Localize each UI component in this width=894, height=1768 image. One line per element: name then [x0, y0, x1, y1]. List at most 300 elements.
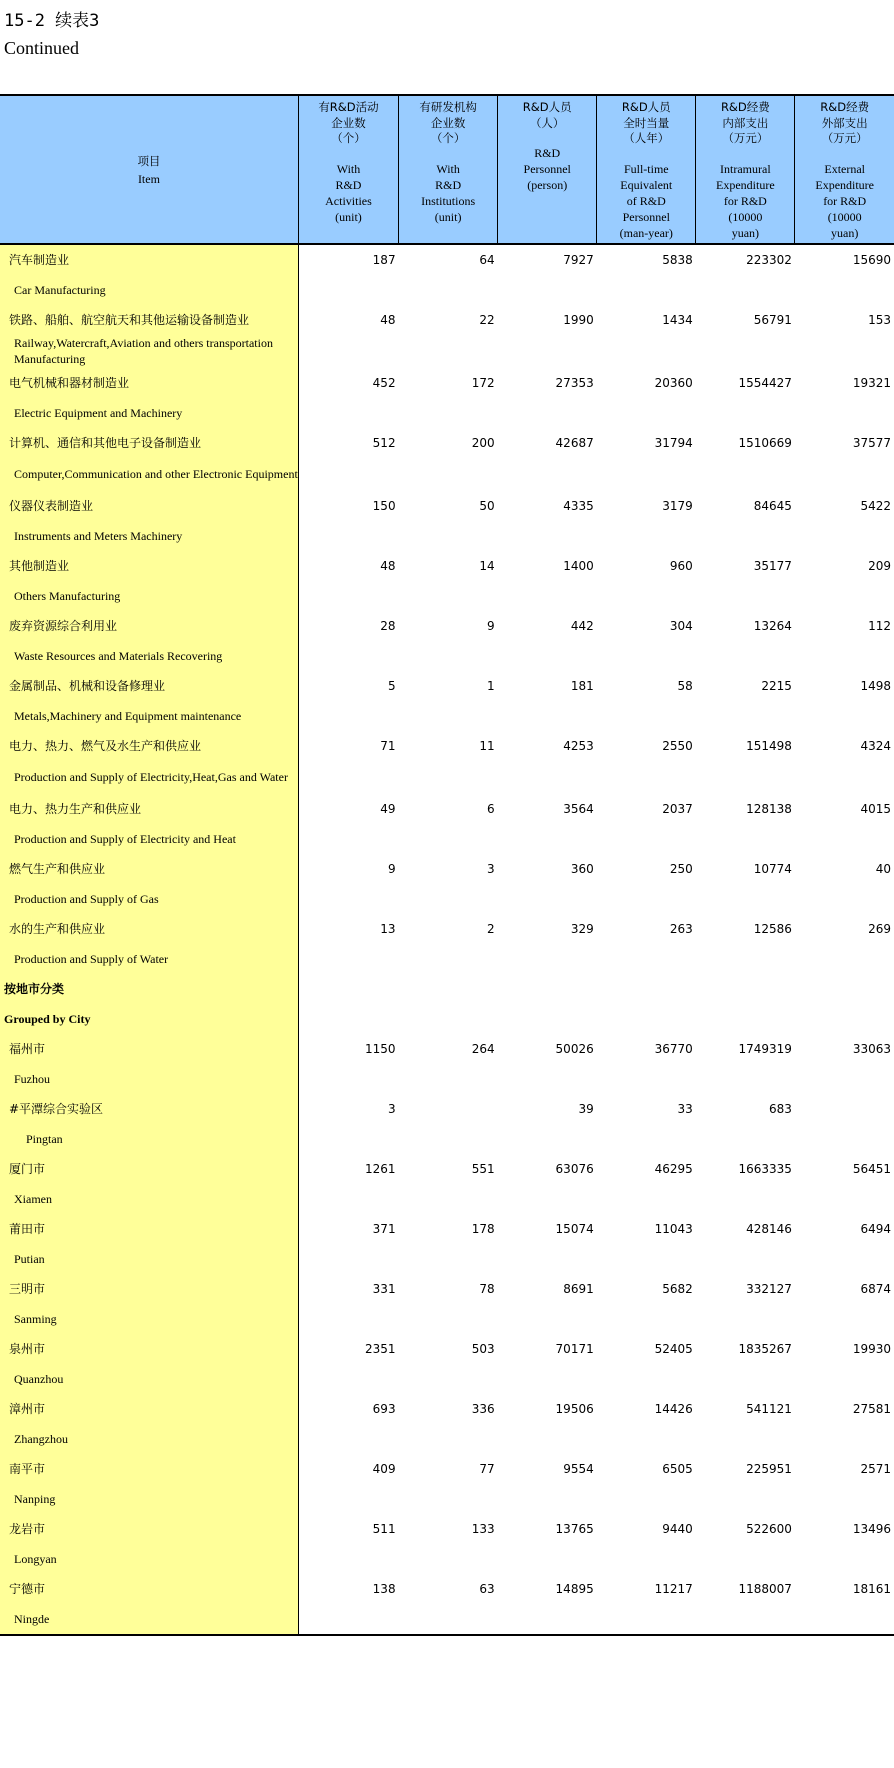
value-cell: 20360 [654, 375, 693, 390]
table-row [0, 1244, 894, 1274]
value-cell [597, 1124, 696, 1154]
column-header-cn: 项目 [137, 153, 161, 168]
value-cell [696, 398, 795, 428]
table-row [0, 1034, 894, 1064]
value-cell: 19321 [852, 375, 891, 390]
page-title: 15-2 续表3 [4, 11, 100, 31]
row-label-cn: 仪器仪表制造业 [0, 491, 298, 521]
value-cell [696, 1604, 795, 1635]
value-cell: 138 [372, 1581, 396, 1596]
value-cell: 50026 [555, 1041, 594, 1056]
table-row [0, 1364, 894, 1394]
value-cell: 223302 [746, 252, 792, 267]
value-cell [498, 275, 597, 305]
value-cell: 3 [387, 1101, 396, 1116]
row-label-en: Waste Resources and Materials Recovering [0, 641, 298, 671]
value-cell: 263 [669, 921, 693, 936]
value-cell [696, 944, 795, 974]
column-header-item [0, 96, 298, 244]
value-cell [399, 398, 498, 428]
value-cell: 225951 [746, 1461, 792, 1476]
value-cell [298, 641, 398, 671]
table-row [0, 794, 894, 824]
value-cell: 1400 [563, 558, 594, 573]
value-cell [795, 1064, 894, 1094]
value-cell [696, 761, 795, 794]
value-cell [399, 974, 498, 1004]
value-cell: 9 [487, 618, 495, 633]
value-cell [696, 335, 795, 368]
value-cell: 22 [479, 312, 495, 327]
value-cell: 329 [570, 921, 594, 936]
value-cell: 264 [471, 1041, 495, 1056]
value-cell: 2 [487, 921, 495, 936]
value-cell [696, 1184, 795, 1214]
value-cell: 522600 [746, 1521, 792, 1536]
value-cell: 27581 [852, 1401, 891, 1416]
value-cell: 1 [487, 678, 495, 693]
table-row [0, 1484, 894, 1514]
value-cell [298, 335, 398, 368]
value-cell: 70171 [555, 1341, 594, 1356]
value-cell: 7927 [563, 252, 594, 267]
value-cell [597, 824, 696, 854]
value-cell [399, 641, 498, 671]
value-cell [795, 761, 894, 794]
table-row [0, 974, 894, 1004]
statistics-table [0, 94, 894, 1636]
table-row [0, 884, 894, 914]
row-label-cn: 泉州市 [0, 1334, 298, 1364]
table-row [0, 521, 894, 551]
value-cell: 63076 [555, 1161, 594, 1176]
value-cell [498, 335, 597, 368]
row-label-cn: 三明市 [0, 1274, 298, 1304]
value-cell [298, 761, 398, 794]
value-cell [597, 1484, 696, 1514]
value-cell [298, 974, 398, 1004]
value-cell [696, 884, 795, 914]
value-cell: 71 [380, 738, 396, 753]
row-label-en: Production and Supply of Water [0, 944, 298, 974]
row-label-en: Railway,Watercraft,Aviation and others transportation Manufacturing [0, 335, 298, 368]
value-cell [597, 335, 696, 368]
value-cell [498, 398, 597, 428]
value-cell [298, 944, 398, 974]
value-cell [795, 1184, 894, 1214]
column-header-en: External Expenditure for R&D (10000 yuan) [815, 161, 875, 240]
value-cell [795, 1304, 894, 1334]
value-cell [597, 275, 696, 305]
value-cell [399, 1304, 498, 1334]
value-cell [298, 1004, 398, 1034]
value-cell [795, 1244, 894, 1274]
row-label-en: Grouped by City [0, 1004, 298, 1034]
value-cell [597, 458, 696, 491]
table-row [0, 1394, 894, 1424]
value-cell [399, 1484, 498, 1514]
value-cell [298, 1064, 398, 1094]
value-cell [597, 581, 696, 611]
value-cell: 9 [387, 861, 396, 876]
value-cell [696, 581, 795, 611]
value-cell: 12586 [753, 921, 792, 936]
value-cell: 6874 [860, 1281, 891, 1296]
value-cell: 36770 [654, 1041, 693, 1056]
table-row [0, 368, 894, 398]
value-cell [696, 1064, 795, 1094]
value-cell [696, 1244, 795, 1274]
value-cell: 3 [487, 861, 495, 876]
column-header-rd-institutions [399, 96, 498, 244]
value-cell [498, 1604, 597, 1635]
column-header-rd-activities [298, 96, 398, 244]
row-label-en: Putian [0, 1244, 298, 1274]
value-cell [795, 641, 894, 671]
value-cell: 250 [669, 861, 693, 876]
row-label-en: Xiamen [0, 1184, 298, 1214]
value-cell [298, 1304, 398, 1334]
row-label-en: Electric Equipment and Machinery [0, 398, 298, 428]
value-cell [298, 1604, 398, 1635]
row-label-en: Pingtan [0, 1124, 298, 1154]
value-cell: 6494 [860, 1221, 891, 1236]
column-header-en: Intramural Expenditure for R&D (10000 yuan) [716, 161, 775, 240]
value-cell [498, 458, 597, 491]
table-row [0, 245, 894, 275]
column-header-full-time-equivalent [597, 96, 696, 244]
value-cell: 42687 [555, 435, 594, 450]
table-row [0, 491, 894, 521]
value-cell: 5 [387, 678, 396, 693]
value-cell [298, 701, 398, 731]
table-row [0, 641, 894, 671]
value-cell: 27353 [555, 375, 594, 390]
value-cell: 551 [471, 1161, 495, 1176]
column-header-cn: R&D经费 外部支出 （万元） [820, 100, 870, 145]
value-cell: 150 [372, 498, 396, 513]
row-label-en: Zhangzhou [0, 1424, 298, 1454]
value-cell [795, 884, 894, 914]
value-cell: 1663335 [738, 1161, 792, 1176]
value-cell: 8691 [563, 1281, 594, 1296]
row-label-cn: 水的生产和供应业 [0, 914, 298, 944]
row-label-cn: 按地市分类 [0, 974, 298, 1004]
table-row [0, 305, 894, 335]
value-cell: 336 [471, 1401, 495, 1416]
value-cell [597, 944, 696, 974]
value-cell: 269 [868, 921, 891, 936]
value-cell: 37577 [852, 435, 891, 450]
value-cell: 6 [487, 801, 495, 816]
value-cell [597, 1004, 696, 1034]
table-row [0, 1004, 894, 1034]
value-cell [498, 521, 597, 551]
table-row [0, 671, 894, 701]
row-label-cn: #平潭综合实验区 [0, 1094, 298, 1124]
value-cell: 2550 [662, 738, 693, 753]
value-cell: 56451 [852, 1161, 891, 1176]
table-body [0, 245, 894, 1635]
value-cell [399, 1094, 498, 1124]
value-cell [399, 1184, 498, 1214]
value-cell [298, 884, 398, 914]
value-cell: 331 [372, 1281, 396, 1296]
value-cell [498, 641, 597, 671]
value-cell [795, 275, 894, 305]
value-cell: 511 [372, 1521, 396, 1536]
value-cell [498, 701, 597, 731]
value-cell: 1434 [662, 312, 693, 327]
value-cell [298, 581, 398, 611]
row-label-cn: 漳州市 [0, 1394, 298, 1424]
value-cell [399, 1124, 498, 1154]
value-cell [795, 824, 894, 854]
value-cell [399, 458, 498, 491]
value-cell: 3179 [662, 498, 693, 513]
value-cell [399, 521, 498, 551]
value-cell [696, 1544, 795, 1574]
value-cell [795, 944, 894, 974]
value-cell: 4324 [860, 738, 891, 753]
value-cell [795, 1484, 894, 1514]
value-cell: 11043 [654, 1221, 693, 1236]
value-cell: 960 [669, 558, 693, 573]
value-cell [795, 1004, 894, 1034]
value-cell [696, 1304, 795, 1334]
table-row [0, 335, 894, 368]
value-cell: 64 [479, 252, 495, 267]
value-cell: 56791 [753, 312, 792, 327]
value-cell: 28 [380, 618, 396, 633]
value-cell [298, 1124, 398, 1154]
value-cell [795, 521, 894, 551]
row-label-cn: 其他制造业 [0, 551, 298, 581]
table-row [0, 1424, 894, 1454]
value-cell [399, 1544, 498, 1574]
table-row [0, 1304, 894, 1334]
row-label-en: Nanping [0, 1484, 298, 1514]
value-cell: 2351 [365, 1341, 396, 1356]
value-cell [399, 275, 498, 305]
value-cell: 58 [677, 678, 693, 693]
table-row [0, 581, 894, 611]
value-cell: 172 [471, 375, 495, 390]
value-cell [298, 1184, 398, 1214]
value-cell [696, 1364, 795, 1394]
column-header-cn: 有R&D活动 企业数 （个） [318, 100, 379, 145]
value-cell: 33 [677, 1101, 693, 1116]
value-cell: 35177 [753, 558, 792, 573]
column-header-external-expenditure [795, 96, 894, 244]
table-row [0, 1514, 894, 1544]
value-cell [399, 1244, 498, 1274]
value-cell: 360 [570, 861, 594, 876]
value-cell: 4253 [563, 738, 594, 753]
table-row [0, 1574, 894, 1604]
value-cell: 1990 [563, 312, 594, 327]
value-cell: 153 [868, 312, 891, 327]
value-cell: 409 [372, 1461, 396, 1476]
row-label-en: Production and Supply of Electricity,Heat,Gas and Water [0, 761, 298, 794]
table-row [0, 1124, 894, 1154]
value-cell: 151498 [746, 738, 792, 753]
row-label-cn: 金属制品、机械和设备修理业 [0, 671, 298, 701]
value-cell: 9554 [563, 1461, 594, 1476]
value-cell [498, 824, 597, 854]
value-cell [597, 1604, 696, 1635]
table-row [0, 914, 894, 944]
value-cell [795, 458, 894, 491]
value-cell [399, 701, 498, 731]
value-cell [298, 458, 398, 491]
value-cell [399, 1424, 498, 1454]
value-cell [399, 335, 498, 368]
row-label-cn: 莆田市 [0, 1214, 298, 1244]
value-cell: 200 [471, 435, 495, 450]
row-label-cn: 燃气生产和供应业 [0, 854, 298, 884]
value-cell [795, 1544, 894, 1574]
value-cell: 18161 [852, 1581, 891, 1596]
row-label-en: Car Manufacturing [0, 275, 298, 305]
row-label-en: Longyan [0, 1544, 298, 1574]
value-cell: 77 [479, 1461, 495, 1476]
value-cell: 31794 [654, 435, 693, 450]
value-cell: 1498 [860, 678, 891, 693]
value-cell: 14895 [555, 1581, 594, 1596]
column-header-en: Full-time Equivalent of R&D Personnel (man-year) [619, 161, 673, 240]
value-cell [399, 1364, 498, 1394]
row-label-cn: 电力、热力生产和供应业 [0, 794, 298, 824]
value-cell: 40 [875, 861, 891, 876]
value-cell: 683 [768, 1101, 792, 1116]
row-label-cn: 厦门市 [0, 1154, 298, 1184]
value-cell: 209 [868, 558, 891, 573]
value-cell [498, 884, 597, 914]
value-cell [298, 1364, 398, 1394]
value-cell: 11217 [654, 1581, 693, 1596]
value-cell [498, 1304, 597, 1334]
value-cell: 15074 [555, 1221, 594, 1236]
value-cell [696, 275, 795, 305]
value-cell: 133 [471, 1521, 495, 1536]
table-row [0, 1544, 894, 1574]
value-cell [795, 1124, 894, 1154]
value-cell [696, 701, 795, 731]
value-cell [498, 1184, 597, 1214]
value-cell [597, 521, 696, 551]
value-cell [597, 1304, 696, 1334]
value-cell: 4015 [860, 801, 891, 816]
value-cell [498, 1244, 597, 1274]
value-cell: 13496 [852, 1521, 891, 1536]
value-cell: 5838 [662, 252, 693, 267]
value-cell: 332127 [746, 1281, 792, 1296]
table-row [0, 854, 894, 884]
column-header-cn: R&D经费 内部支出 （万元） [720, 100, 770, 145]
value-cell [298, 1244, 398, 1274]
value-cell: 541121 [746, 1401, 792, 1416]
value-cell: 693 [372, 1401, 396, 1416]
value-cell [298, 1544, 398, 1574]
value-cell [498, 1004, 597, 1034]
table-row [0, 1094, 894, 1124]
value-cell: 19930 [852, 1341, 891, 1356]
value-cell: 13765 [555, 1521, 594, 1536]
value-cell: 1749319 [738, 1041, 792, 1056]
value-cell: 1554427 [738, 375, 792, 390]
value-cell [597, 1064, 696, 1094]
table-row [0, 398, 894, 428]
value-cell [298, 398, 398, 428]
value-cell: 428146 [746, 1221, 792, 1236]
value-cell: 2037 [662, 801, 693, 816]
value-cell: 46295 [654, 1161, 693, 1176]
row-label-cn: 龙岩市 [0, 1514, 298, 1544]
value-cell: 10774 [753, 861, 792, 876]
table-row [0, 824, 894, 854]
value-cell: 1188007 [738, 1581, 792, 1596]
value-cell: 14426 [654, 1401, 693, 1416]
table-row [0, 1214, 894, 1244]
value-cell [498, 974, 597, 1004]
value-cell: 1835267 [738, 1341, 792, 1356]
table-row [0, 1604, 894, 1635]
value-cell [795, 581, 894, 611]
row-label-en: Instruments and Meters Machinery [0, 521, 298, 551]
row-label-cn: 计算机、通信和其他电子设备制造业 [0, 428, 298, 458]
table-row [0, 1064, 894, 1094]
value-cell: 63 [479, 1581, 495, 1596]
table-row [0, 275, 894, 305]
value-cell [795, 398, 894, 428]
value-cell [597, 761, 696, 794]
value-cell [399, 1004, 498, 1034]
row-label-en: Fuzhou [0, 1064, 298, 1094]
table-row [0, 944, 894, 974]
value-cell [795, 1424, 894, 1454]
value-cell [597, 1184, 696, 1214]
value-cell [795, 1364, 894, 1394]
row-label-cn: 汽车制造业 [0, 245, 298, 275]
value-cell: 304 [669, 618, 693, 633]
value-cell [597, 1424, 696, 1454]
value-cell [298, 521, 398, 551]
value-cell: 1510669 [738, 435, 792, 450]
row-label-cn: 电气机械和器材制造业 [0, 368, 298, 398]
value-cell: 50 [479, 498, 495, 513]
column-header-cn: R&D人员 全时当量 （人年） [621, 100, 671, 145]
column-header-en: With R&D Institutions (unit) [421, 161, 476, 224]
value-cell: 84645 [753, 498, 792, 513]
value-cell [399, 1064, 498, 1094]
table-row [0, 1454, 894, 1484]
value-cell [597, 1544, 696, 1574]
value-cell [298, 275, 398, 305]
value-cell [498, 1124, 597, 1154]
value-cell: 52405 [654, 1341, 693, 1356]
value-cell [399, 581, 498, 611]
value-cell [298, 1424, 398, 1454]
table-row [0, 458, 894, 491]
value-cell: 48 [380, 312, 396, 327]
value-cell [696, 458, 795, 491]
value-cell [696, 974, 795, 1004]
value-cell [498, 1484, 597, 1514]
value-cell [298, 824, 398, 854]
value-cell [795, 974, 894, 1004]
value-cell [696, 824, 795, 854]
